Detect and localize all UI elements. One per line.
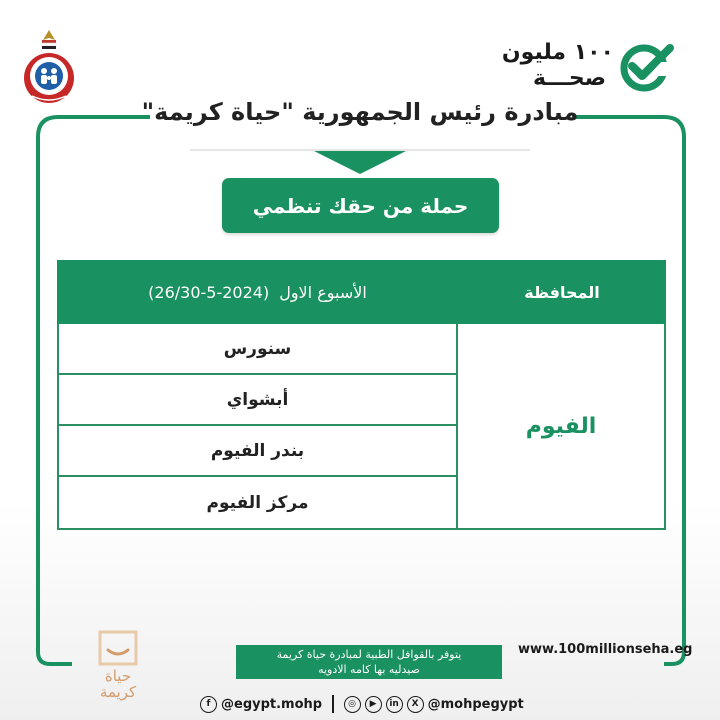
social-bar <box>200 693 524 715</box>
checkmark-logo-icon <box>620 42 676 94</box>
pharmacy-note-line1: يتوفر بالقوافل الطبية لمبادرة حياة كريمة <box>276 648 462 661</box>
table-row: أبشواي <box>59 375 456 426</box>
header-governorate: المحافظة <box>524 282 600 302</box>
hayah-karima-label: حياة كريمة <box>99 667 137 701</box>
table-header <box>57 260 666 324</box>
table-row: سنورس <box>59 324 456 375</box>
logo-line1: ١٠٠ مليون <box>501 40 614 65</box>
youtube-icon[interactable]: ▶ <box>365 696 382 713</box>
pharmacy-note-line2: صيدليه بها كامه الادويه <box>318 663 420 676</box>
ministry-emblem-icon <box>22 28 76 106</box>
hayah-karima-emblem-icon <box>88 628 148 668</box>
pharmacy-note <box>236 645 502 679</box>
header-dates: (26/30-5-2024) <box>148 282 270 302</box>
table-body <box>57 324 666 530</box>
website-link[interactable]: www.100millionseha.eg <box>518 642 693 657</box>
campaign-label: حملة من حقك تنظمي <box>222 178 499 233</box>
divider <box>332 695 334 713</box>
schedule-table <box>57 260 666 530</box>
hayah-karima-logo <box>88 628 148 710</box>
x-icon[interactable]: X <box>407 696 424 713</box>
100-million-seha-logo <box>501 40 676 91</box>
linkedin-icon[interactable]: in <box>386 696 403 713</box>
page-title: مبادرة رئيس الجمهورية "حياة كريمة" <box>141 98 579 126</box>
logo-line2: صحـــة <box>532 66 606 91</box>
governorate-cell: الفيوم <box>456 324 664 528</box>
header-week <box>57 260 458 324</box>
instagram-icon[interactable]: ◎ <box>344 696 361 713</box>
social-handle-left[interactable]: @egypt.mohp <box>221 696 323 712</box>
header-week-label: الأسبوع الاول <box>279 282 367 302</box>
facebook-icon[interactable]: f <box>200 696 217 713</box>
table-row: مركز الفيوم <box>206 492 309 513</box>
table-row: بندر الفيوم <box>59 426 456 477</box>
social-handle-right[interactable]: @mohpegypt <box>427 696 524 712</box>
